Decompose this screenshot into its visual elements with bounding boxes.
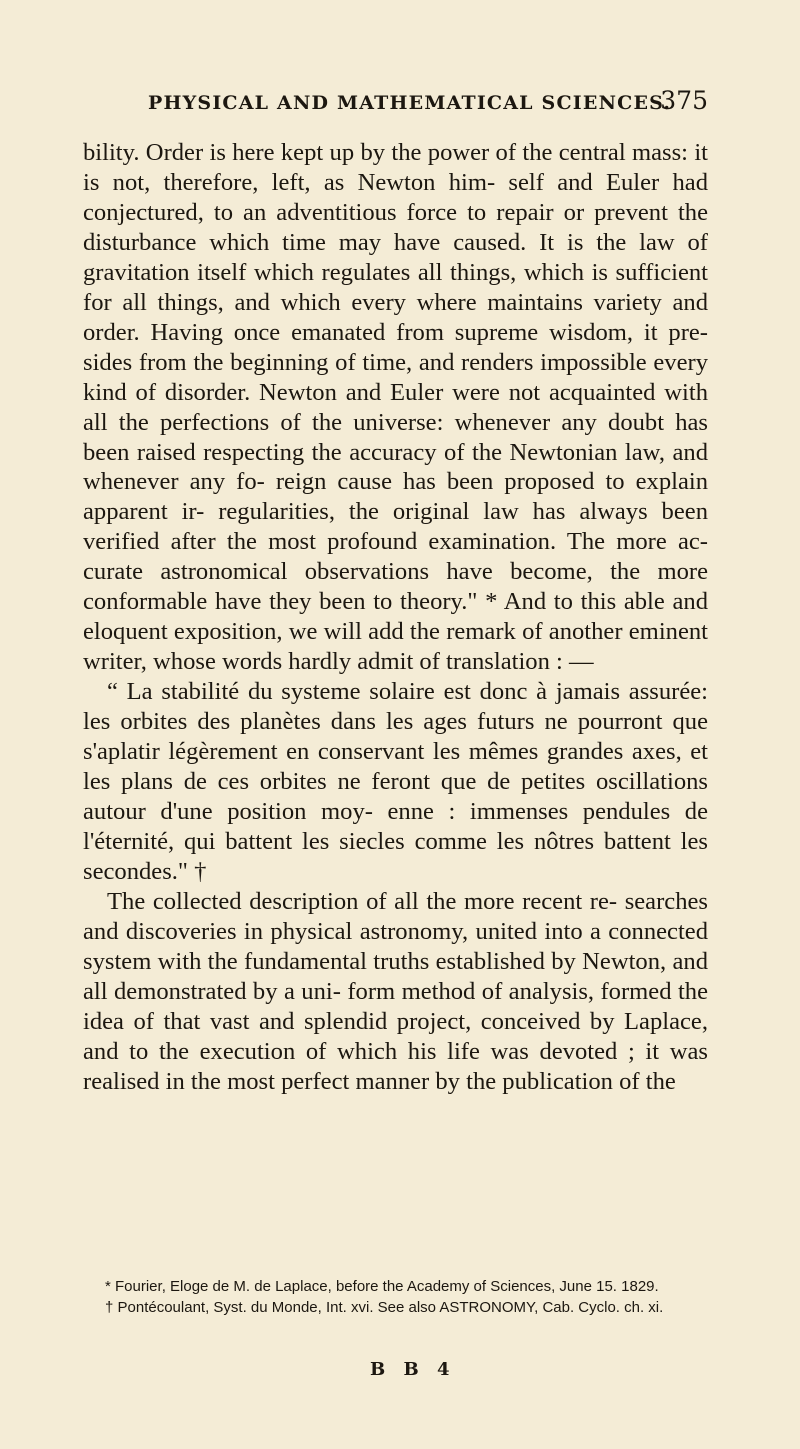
paragraph-french-quote: “ La stabilité du systeme solaire est donc à jamais assurée: les orbites des planètes dans les ages futurs ne pourront que s'aplatir légèrement en conservant les mêmes grandes axes, et les plans de ces orbites ne feront que de petites oscillations autour d'une position moy- enne : immenses pendules de l'éternité, qui battent les siecles comme les nôtres battent les secondes." †: [83, 678, 708, 885]
page-number: 375: [660, 86, 708, 115]
paragraph-laplace-project: The collected description of all the more recent re- searches and discoveries in physical astronomy, united into a connected system with the fundamental truths established by Newton, and all demonstrated by a uni- form method of analysis, formed the idea of that vast and splendid project, conceived by Laplace, and to the execution of which his life was devoted ; it was realised in the most perfect manner by the publication of the: [83, 887, 708, 1095]
paragraph-continuation: bility. Order is here kept up by the power of the central mass: it is not, therefore, left, as Newton him- self and Euler had conjectured, to an adventitious force to repair or prevent the disturbance which time may have caused. It is the law of gravitation itself which regulates all things, which is sufficient for all things, and which every where maintains variety and order. Having once emanated from supreme wisdom, it pre- sides from the beginning of time, and renders impossible every kind of disorder. Newton and Euler were not acquainted with all the perfections of the universe: whenever any doubt has been raised respecting the accuracy of the Newtonian law, and whenever any fo- reign cause has been proposed to explain apparent ir- regularities, the original law has always been verified after the most profound examination. The more ac- curate astronomical observations have become, the more conformable have they been to theory." * And to this able and eloquent exposition, we will add the remark of another eminent writer, whose words hardly admit of translation : —: [83, 139, 708, 676]
signature-mark: B B 4: [370, 1359, 456, 1380]
footnote-fourier: * Fourier, Eloge de M. de Laplace, before the Academy of Sciences, June 15. 1829.: [105, 1278, 659, 1295]
footnotes: [83, 1277, 708, 1318]
running-header: [148, 86, 708, 126]
running-head-title: PHYSICAL AND MATHEMATICAL SCIENCES.: [148, 92, 672, 114]
footnote-pontecoulant: † Pontécoulant, Syst. du Monde, Int. xvi. See also ASTRONOMY, Cab. Cyclo. ch. xi.: [105, 1298, 664, 1316]
main-text: [83, 138, 708, 1097]
